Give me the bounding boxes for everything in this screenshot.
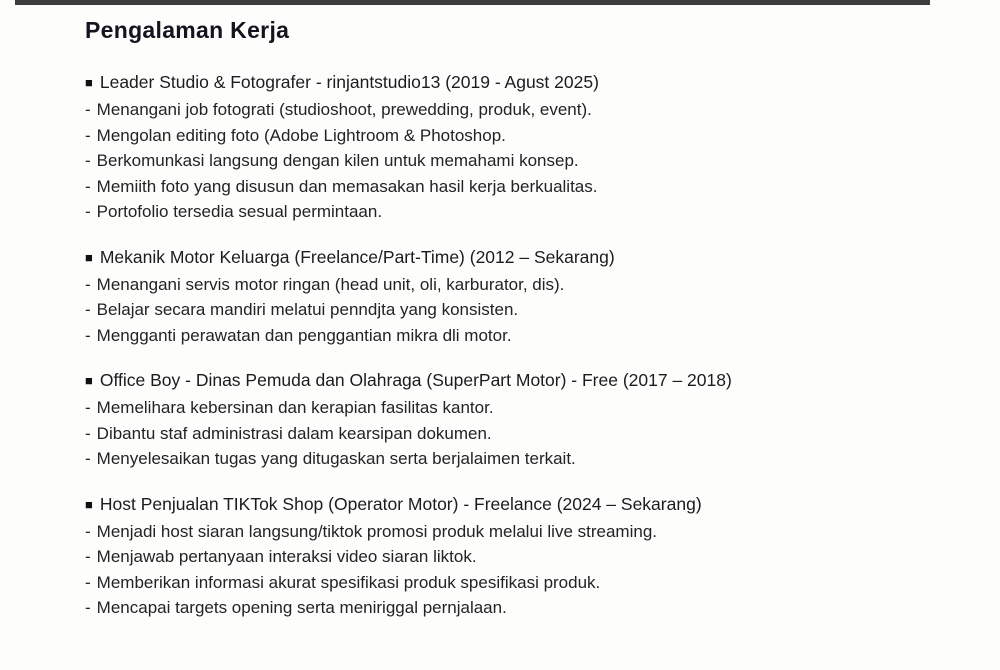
bullet-line xyxy=(85,297,960,323)
job-heading-text: Office Boy - Dinas Pemuda dan Olahraga (SuperPart Motor) - Free (2017 – 2018) xyxy=(99,370,732,390)
job-heading-text: Host Penjualan TIKTok Shop (Operator Motor) - Freelance (2024 – Sekarang) xyxy=(99,493,702,514)
bullet-line xyxy=(85,199,960,225)
experience-section xyxy=(85,491,960,621)
bullet-line xyxy=(85,519,960,545)
experience-sections xyxy=(85,69,960,621)
bullet-line xyxy=(85,544,960,570)
bullet-text: Menangani job fotograti (studioshoot, prewedding, produk, event). xyxy=(96,100,592,119)
experience-section xyxy=(85,367,960,472)
dash-marker: - xyxy=(85,598,91,617)
dash-marker: - xyxy=(85,274,91,294)
square-bullet-marker: ■ xyxy=(85,496,93,512)
bullet-line xyxy=(85,174,960,200)
dash-marker: - xyxy=(85,521,91,541)
square-bullet-marker: ■ xyxy=(85,249,93,265)
bullet-line xyxy=(85,272,960,298)
bullet-text: Mencapai targets opening serta meniriggal pernjalaan. xyxy=(96,598,507,617)
dash-marker: - xyxy=(85,325,91,345)
dash-marker: - xyxy=(85,176,91,196)
bullet-line xyxy=(85,148,960,174)
bullet-text: Mengolan editing foto (Adobe Lightroom & Photoshop. xyxy=(96,125,506,145)
bullet-text: Memiith foto yang disusun dan memasakan hasil kerja berkualitas. xyxy=(96,176,598,196)
bullet-text: Memelihara kebersinan dan kerapian fasilitas kantor. xyxy=(96,398,494,417)
bullet-line xyxy=(85,323,960,349)
bullet-line xyxy=(85,123,960,149)
dash-marker: - xyxy=(85,572,91,592)
dash-marker: - xyxy=(85,300,91,319)
dash-marker: - xyxy=(85,202,91,221)
bullet-text: Dibantu staf administrasi dalam kearsipan dokumen. xyxy=(96,423,492,443)
job-heading xyxy=(85,367,960,395)
dash-marker: - xyxy=(85,398,91,417)
bullet-text: Menyelesaikan tugas yang ditugaskan serta berjalaimen terkait. xyxy=(96,449,576,468)
bullet-text: Portofolio tersedia sesual permintaan. xyxy=(96,202,383,221)
bullet-text: Menjawab pertanyaan interaksi video siaran liktok. xyxy=(96,547,477,566)
bullet-line xyxy=(85,395,960,421)
bullet-text: Belajar secara mandiri melatui penndjta yang konsisten. xyxy=(96,300,519,319)
square-bullet-marker: ■ xyxy=(85,373,93,388)
dash-marker: - xyxy=(85,449,91,468)
bullet-text: Berkomunkasi langsung dengan kilen untuk memahami konsep. xyxy=(96,151,579,170)
bullet-line xyxy=(85,421,960,447)
job-heading xyxy=(85,491,960,519)
bullet-line xyxy=(85,570,960,596)
page-title: Pengalaman Kerja xyxy=(85,17,290,43)
experience-section xyxy=(85,244,960,349)
square-bullet-marker: ■ xyxy=(85,75,93,90)
experience-section xyxy=(85,69,960,225)
job-heading-text: Leader Studio & Fotografer - rinjantstudio13 (2019 - Agust 2025) xyxy=(99,72,599,92)
bullet-text: Memberikan informasi akurat spesifikasi produk spesifikasi produk. xyxy=(96,572,601,592)
bullet-line xyxy=(85,595,960,621)
bullet-text: Menangani servis motor ringan (head unit, oli, karburator, dis). xyxy=(96,274,565,294)
job-heading xyxy=(85,69,960,97)
dash-marker: - xyxy=(85,125,91,145)
job-heading xyxy=(85,244,960,272)
job-heading-text: Mekanik Motor Keluarga (Freelance/Part-Time) (2012 – Sekarang) xyxy=(99,246,615,267)
dash-marker: - xyxy=(85,151,91,170)
bullet-text: Mengganti perawatan dan penggantian mikra dli motor. xyxy=(96,325,512,345)
scan-edge-artifact xyxy=(15,0,930,5)
bullet-line xyxy=(85,446,960,472)
bullet-text: Menjadi host siaran langsung/tiktok promosi produk melalui live streaming. xyxy=(96,521,657,541)
dash-marker: - xyxy=(85,423,91,443)
dash-marker: - xyxy=(85,547,91,566)
dash-marker: - xyxy=(85,100,91,119)
bullet-line xyxy=(85,97,960,123)
